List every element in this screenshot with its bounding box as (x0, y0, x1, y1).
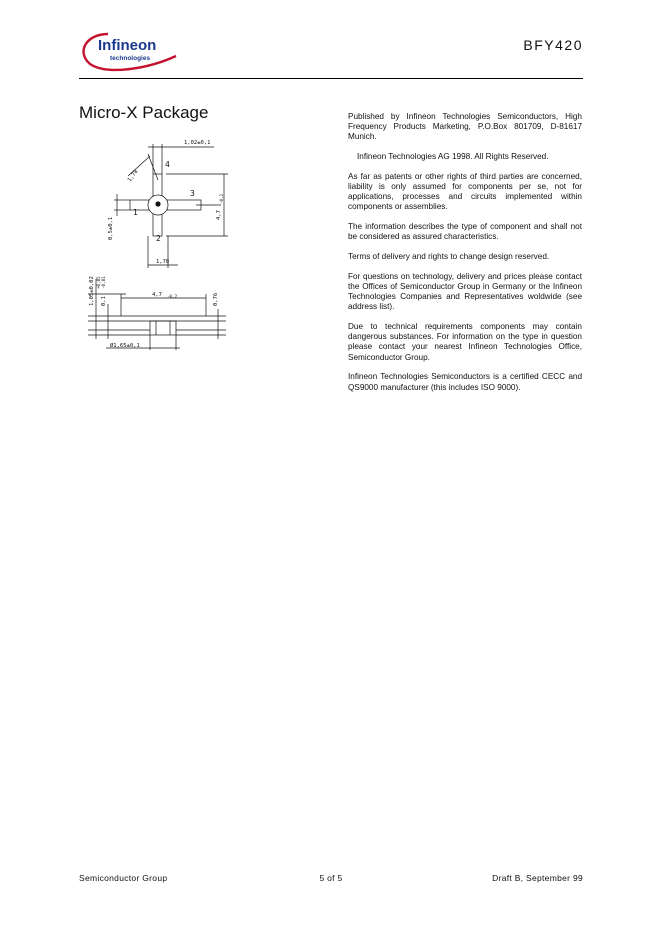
publisher-paragraph: Published by Infineon Technologies Semiconductors, High Frequency Products Marketing, P.O.Box 801709, D-81617 Munich. (348, 112, 582, 142)
footer-draft-date: Draft B, September 99 (492, 873, 583, 883)
dim-stem: 0,76 (213, 292, 219, 306)
dim-lead-thick: 0,1 (101, 296, 107, 306)
pin-4-label: 4 (165, 160, 170, 169)
dim-height: 4,7 (216, 210, 222, 220)
terms-paragraph: Terms of delivery and rights to change design reserved. (348, 252, 550, 262)
infineon-logo (78, 30, 182, 74)
dim-lead-thick-tol-plus: +0,05 (96, 276, 101, 289)
dim-diag: 1,78 (126, 168, 140, 184)
legal-notice (348, 112, 582, 402)
dim-lead-width: 0,5±0,1 (108, 216, 114, 240)
copyright-paragraph: Infineon Technologies AG 1998. All Rights Reserved. (357, 152, 549, 162)
dim-lead-thick-tol-minus: -0,01 (101, 276, 106, 289)
contact-paragraph: For questions on technology, delivery and prices please contact the Offices of Semiconductor Group in Germany or the Infineon Technologies Companies and Representatives woldwide (see address list). (348, 271, 582, 312)
pin-3-label: 3 (190, 189, 195, 198)
package-drawing (86, 134, 236, 356)
pin-1-marker (155, 201, 160, 206)
dim-height-tol: -0,2 (219, 193, 224, 204)
dim-body: 1,78 (156, 259, 170, 265)
dim-length: 4,7 (152, 292, 162, 298)
logo-name: Infineon (98, 37, 157, 54)
document-id: BFY420 (523, 37, 583, 53)
footer-page-number: 5 of 5 (319, 873, 343, 883)
pin-1-label: 1 (133, 208, 138, 217)
dim-length-tol: -0,2 (167, 294, 178, 299)
dim-width-top: 1,02±0,1 (184, 140, 211, 146)
section-title: Micro-X Package (79, 103, 209, 122)
characteristics-paragraph: The information describes the type of component and shall not be considered as assured characteristics. (348, 222, 582, 242)
certification-paragraph: Infineon Technologies Semiconductors is a certified CECC and QS9000 manufacturer (this includes ISO 9000). (348, 372, 582, 392)
footer-group: Semiconductor Group (79, 873, 168, 883)
logo-tagline: technologies (110, 55, 151, 62)
pin-2-label: 2 (156, 234, 161, 243)
liability-paragraph: As far as patents or other rights of third parties are concerned, liability is only assumed for components per se, not for applications, processes and circuits implemented within components or assemblies. (348, 171, 582, 212)
substances-paragraph: Due to technical requirements components may contain dangerous substances. For information on the type in question please contact your nearest Infineon Technologies Office, Semiconductor Group. (348, 322, 582, 362)
lead-3 (163, 200, 201, 210)
side-body (150, 321, 176, 335)
dim-total-h: 1,05±0,02 (89, 276, 95, 306)
dim-diameter: Ø1,65±0,1 (110, 343, 140, 349)
header-divider (79, 78, 583, 79)
